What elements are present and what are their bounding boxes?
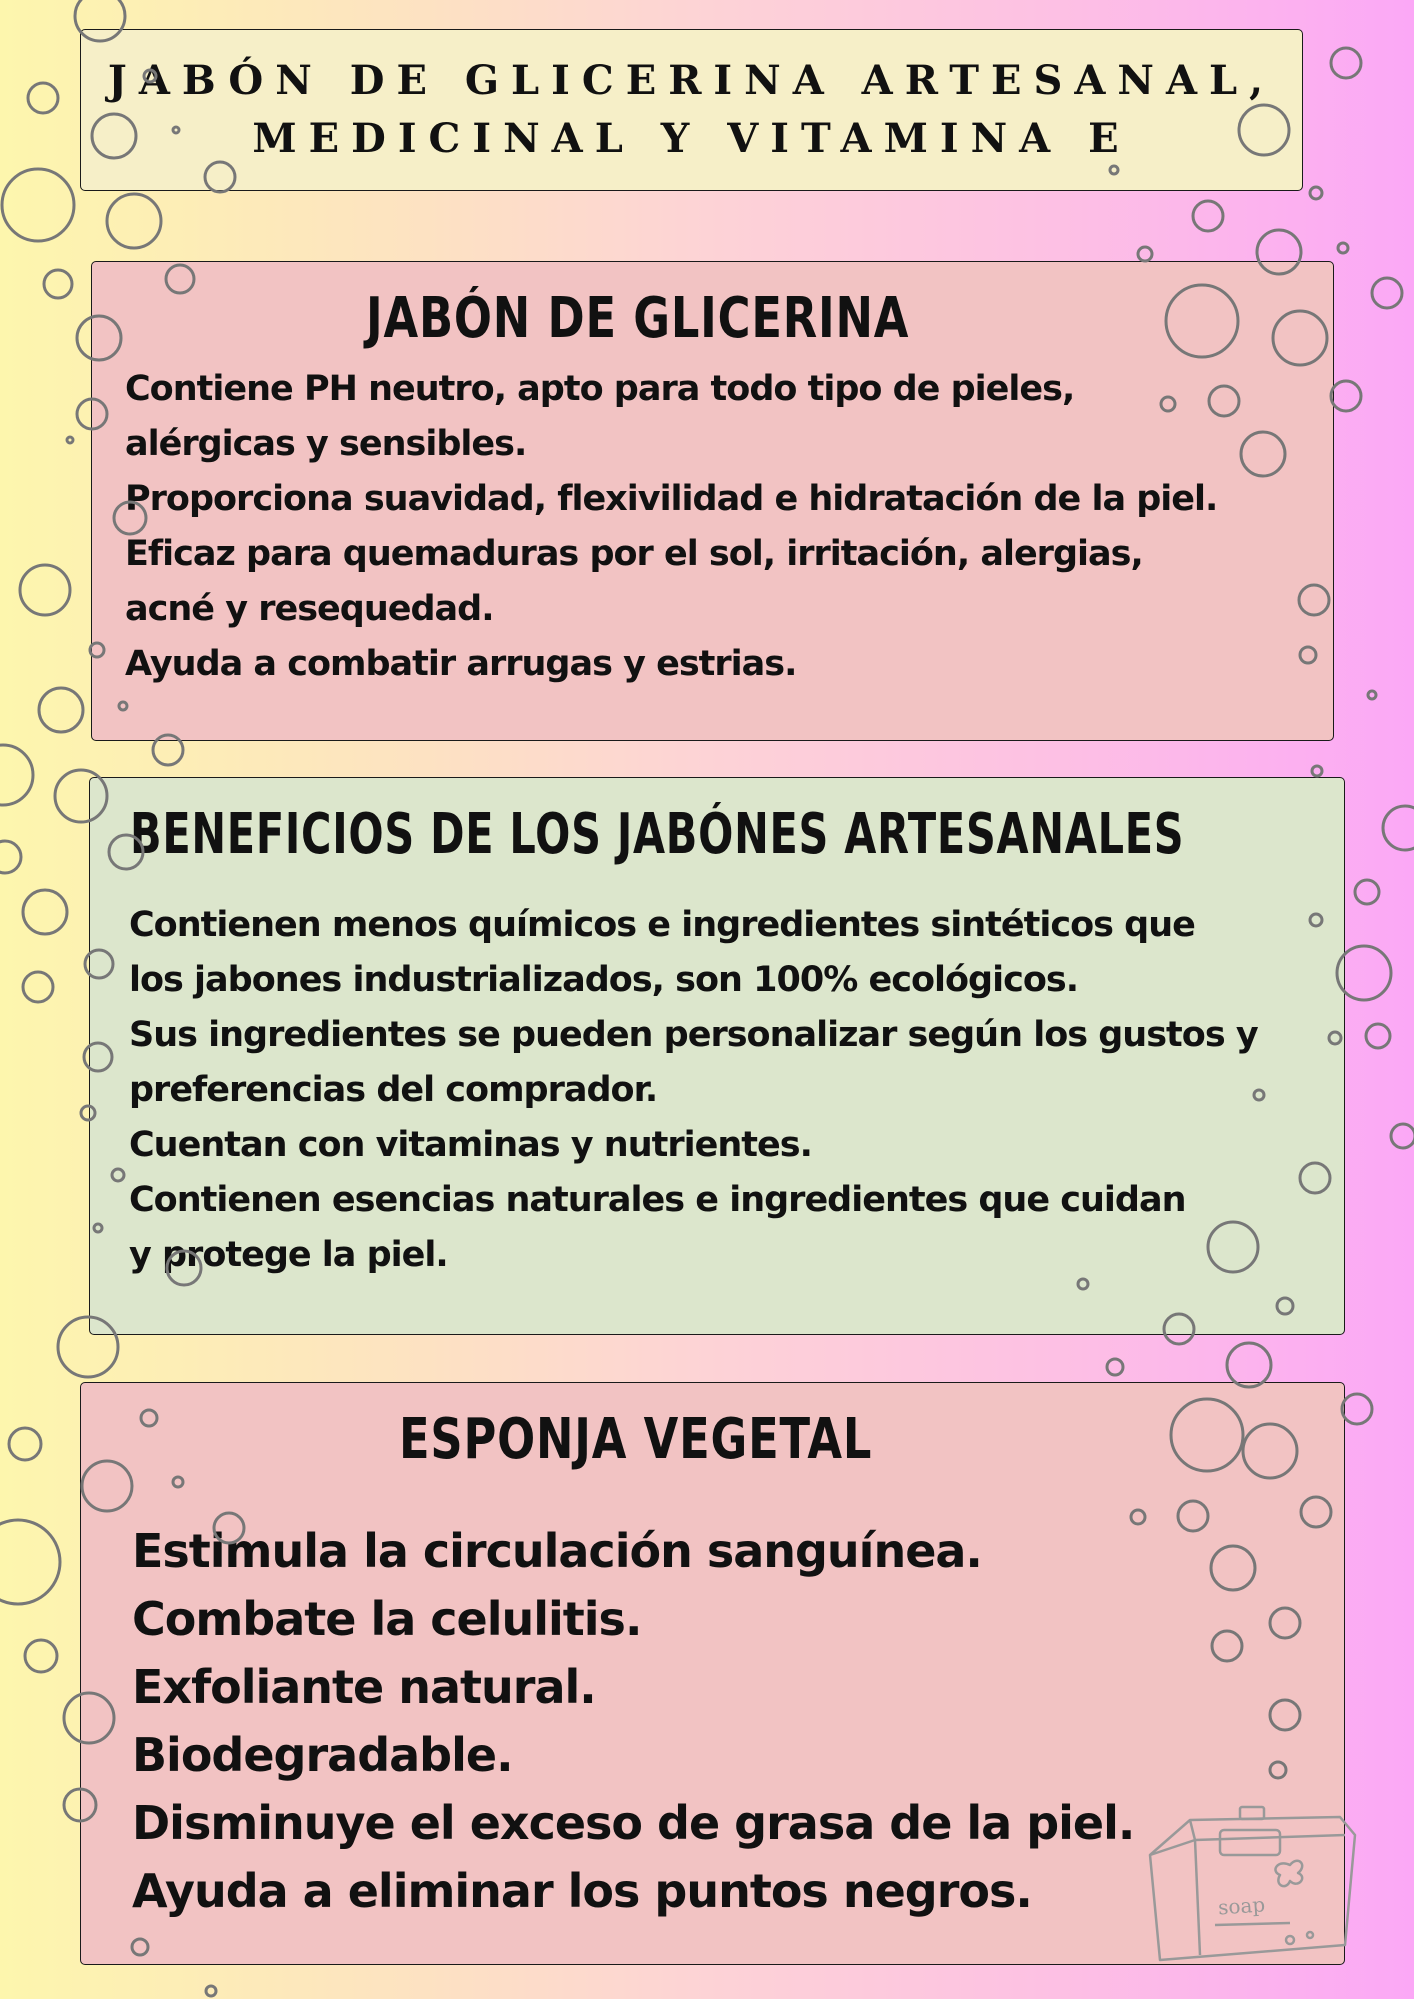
- soap-label: soap: [1217, 1892, 1266, 1920]
- poster-title: JABÓN DE GLICERINA ARTESANAL, MEDICINAL Y VITAMINA E: [107, 57, 1276, 162]
- section-body-esponja: Estimula la circulación sanguínea. Combate la celulitis. Exfoliante natural. Biodegradable. Disminuye el exceso de grasa de la piel. Ayuda a eliminar los puntos negros.: [132, 1524, 1135, 1918]
- soap-bar-icon: [1140, 1795, 1366, 1965]
- section-body-glicerina: Contiene PH neutro, apto para todo tipo de pieles, alérgicas y sensibles. Proporciona suavidad, flexivilidad e hidratación de la piel. Eficaz para quemaduras por el sol, irritación, alergias, acné y resequedad. Ayuda a combatir arrugas y estrias.: [125, 369, 1218, 684]
- section-heading-esponja: ESPONJA VEGETAL: [399, 1407, 873, 1472]
- section-body-beneficios: Contienen menos químicos e ingredientes sintéticos que los jabones industrializados, son 100% ecológicos. Sus ingredientes se pueden personalizar según los gustos y preferencias del comprador. Cuentan con vitaminas y nutrientes. Contienen esencias naturales e ingredientes que cuidan y protege la piel.: [129, 905, 1258, 1275]
- title-banner: [80, 29, 1303, 191]
- section-heading-beneficios: BENEFICIOS DE LOS JABÓNES ARTESANALES: [130, 802, 1185, 867]
- section-heading-glicerina: JABÓN DE GLICERINA: [366, 286, 910, 351]
- section-jabon-glicerina: [91, 261, 1334, 741]
- section-beneficios: [89, 777, 1345, 1335]
